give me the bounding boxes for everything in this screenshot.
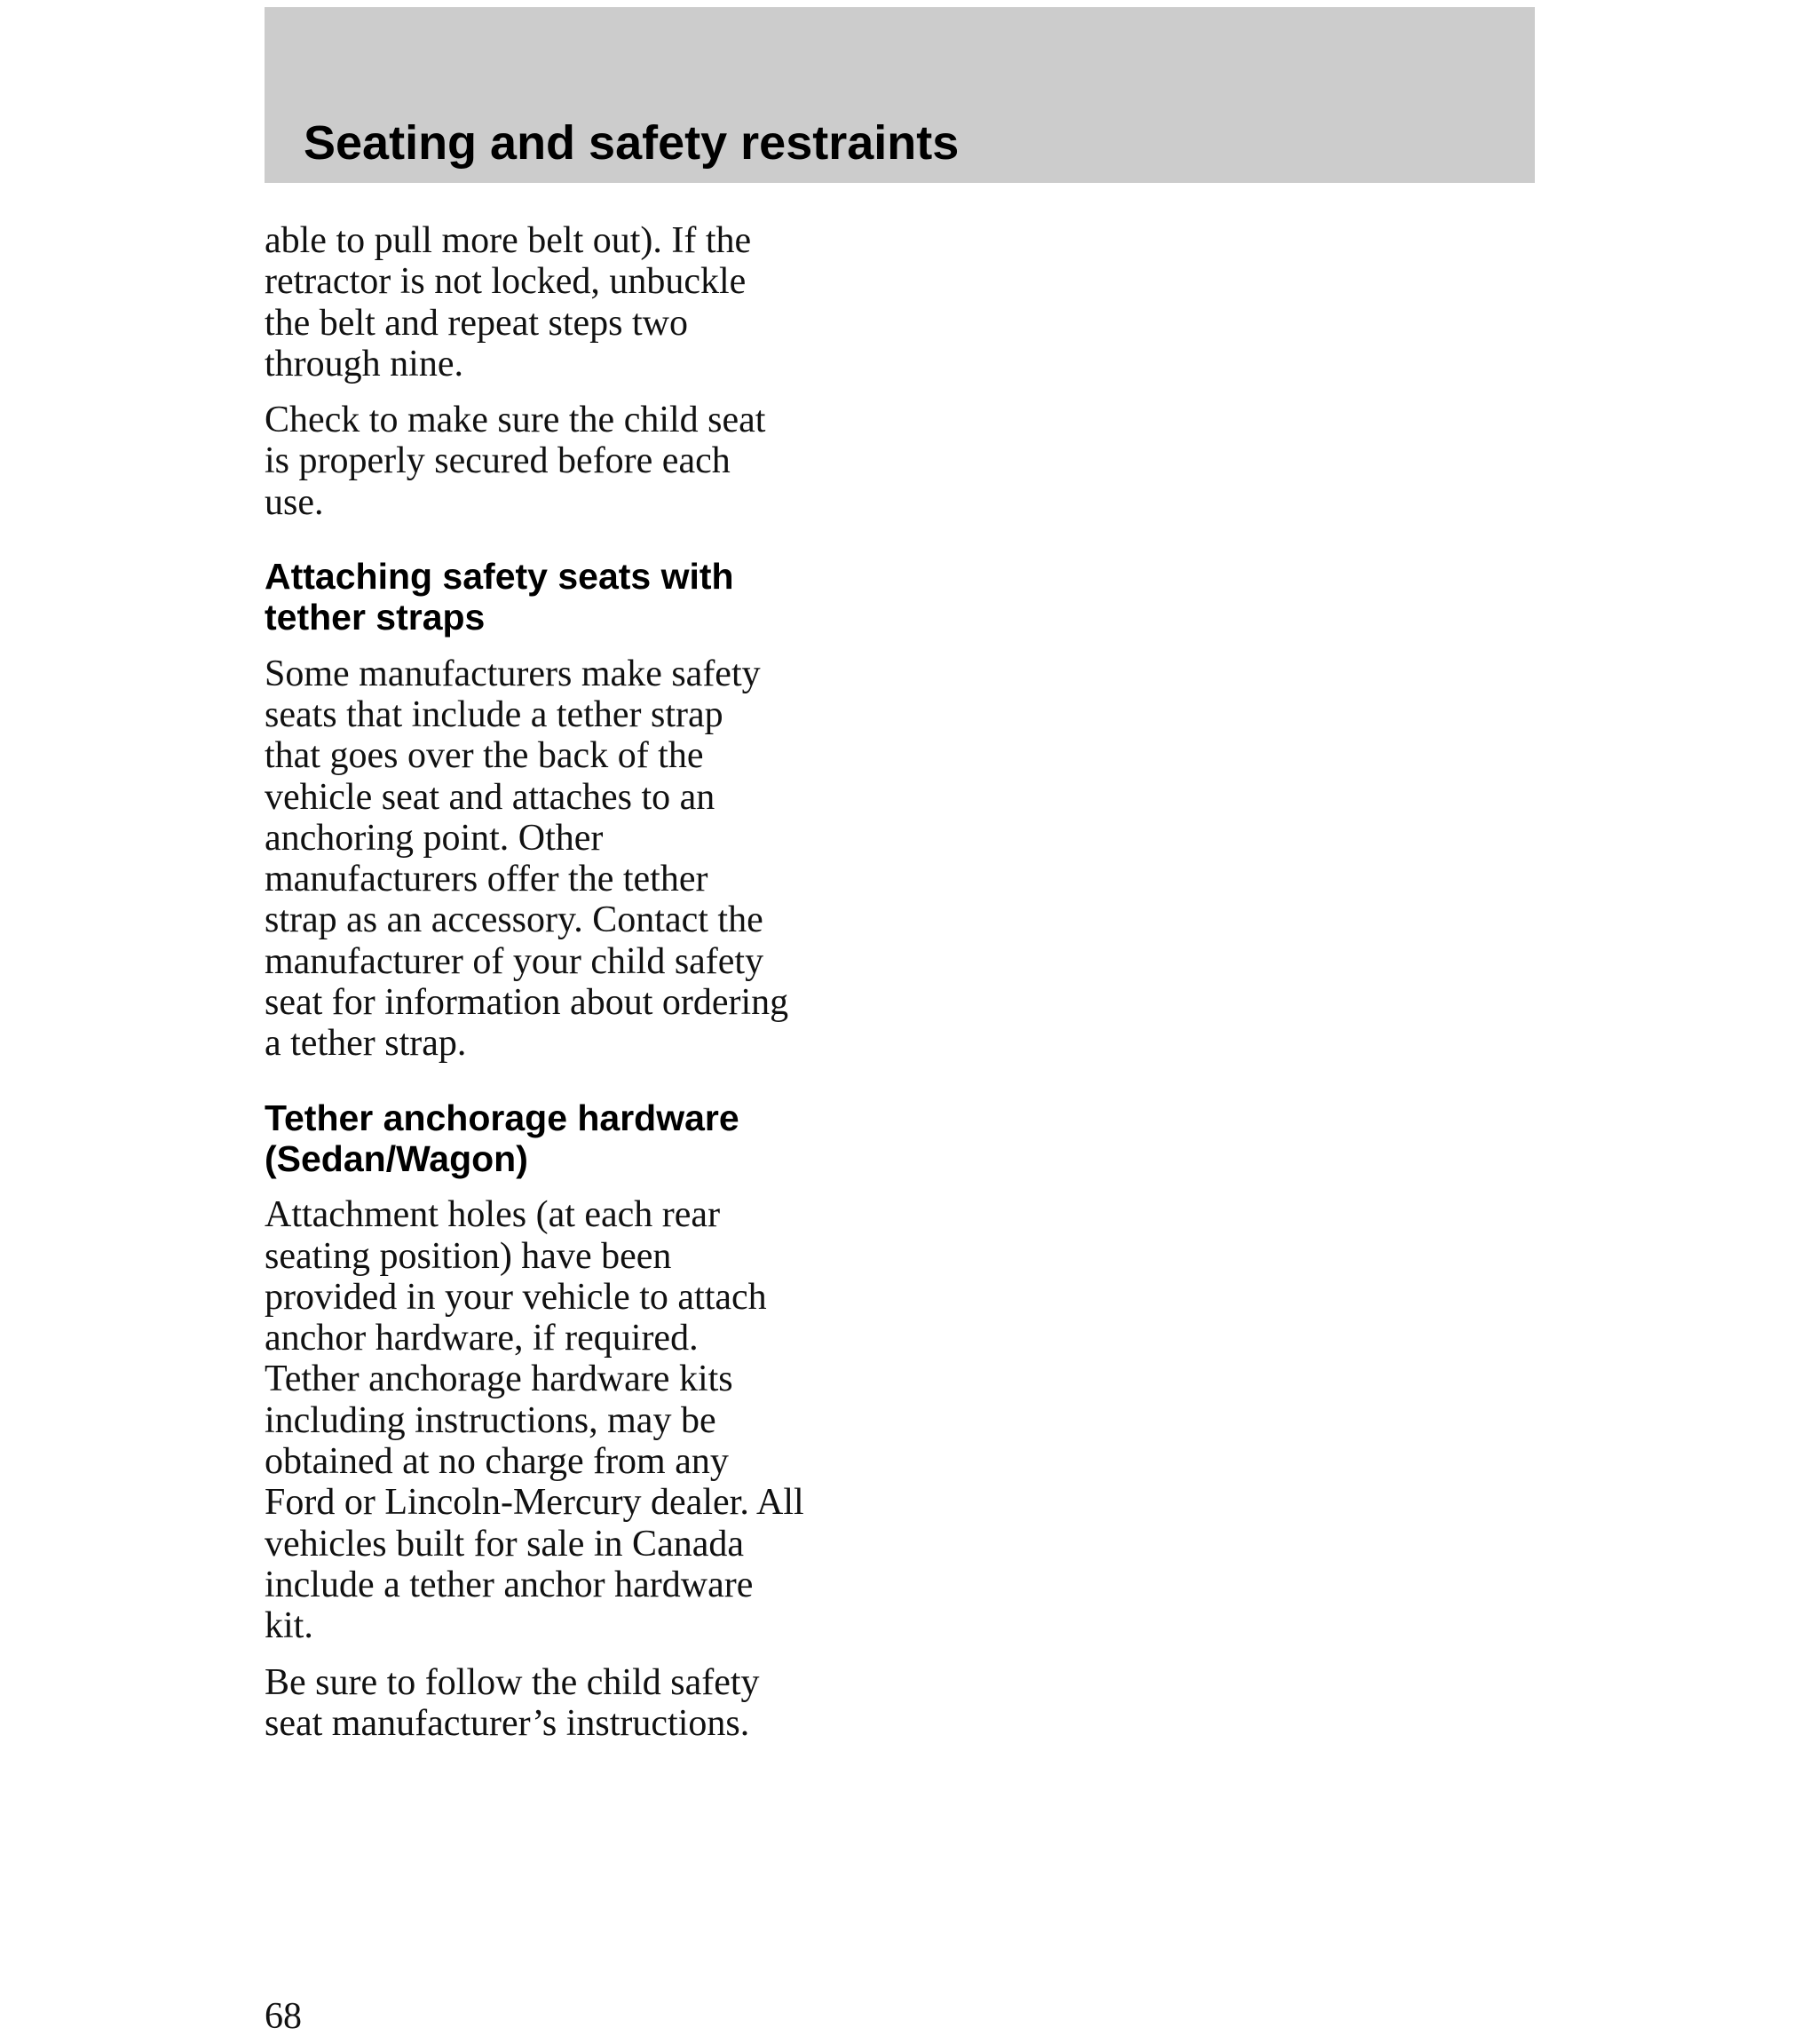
paragraph-retractor-check: [265, 220, 904, 384]
text-line: manufacturer of your child safety: [265, 940, 764, 982]
text-line: seat manufacturer’s instructions.: [265, 1702, 750, 1744]
paragraph-attachment-holes: [265, 1194, 904, 1646]
paragraph-tether-strap-info: [265, 654, 904, 1065]
text-line: seats that include a tether strap: [265, 693, 723, 735]
heading-line: tether straps: [265, 597, 486, 638]
text-line: anchoring point. Other: [265, 817, 604, 859]
heading-tether-straps: [265, 556, 904, 638]
text-line: that goes over the back of the: [265, 735, 704, 777]
text-line: a tether strap.: [265, 1023, 467, 1065]
text-line: is properly secured before each: [265, 440, 731, 482]
heading-line: Tether anchorage hardware: [265, 1097, 739, 1138]
text-line: the belt and repeat steps two: [265, 302, 689, 344]
paragraph-follow-instructions: [265, 1662, 904, 1745]
text-line: anchor hardware, if required.: [265, 1318, 699, 1359]
text-line: strap as an accessory. Contact the: [265, 899, 763, 941]
text-line: Some manufacturers make safety: [265, 653, 761, 694]
text-line: Ford or Lincoln-Mercury dealer. All: [265, 1482, 804, 1524]
heading-line: Attaching safety seats with: [265, 556, 734, 598]
text-line: include a tether anchor hardware: [265, 1564, 754, 1605]
text-line: including instructions, may be: [265, 1399, 716, 1441]
text-line: Be sure to follow the child safety: [265, 1661, 760, 1703]
text-line: vehicles built for sale in Canada: [265, 1523, 744, 1565]
text-line: Tether anchorage hardware kits: [265, 1359, 733, 1400]
text-line: obtained at no charge from any: [265, 1441, 729, 1483]
text-line: able to pull more belt out). If the: [265, 220, 752, 261]
text-line: retractor is not locked, unbuckle: [265, 261, 747, 303]
paragraph-check-secured: [265, 400, 904, 523]
text-line: provided in your vehicle to attach: [265, 1276, 767, 1318]
text-line: Check to make sure the child seat: [265, 400, 766, 441]
text-line: seating position) have been: [265, 1235, 672, 1277]
heading-line: (Sedan/Wagon): [265, 1137, 528, 1179]
heading-tether-anchorage-hardware: [265, 1097, 904, 1180]
section-title: Seating and safety restraints: [304, 116, 960, 170]
text-line: seat for information about ordering: [265, 982, 789, 1024]
text-line: Attachment holes (at each rear: [265, 1194, 721, 1236]
page-number: 68: [265, 1996, 302, 2037]
text-line: manufacturers offer the tether: [265, 859, 708, 900]
text-line: through nine.: [265, 343, 463, 384]
text-line: use.: [265, 481, 324, 523]
text-line: vehicle seat and attaches to an: [265, 776, 715, 818]
text-line: kit.: [265, 1605, 313, 1647]
main-text-column: [265, 220, 904, 1744]
